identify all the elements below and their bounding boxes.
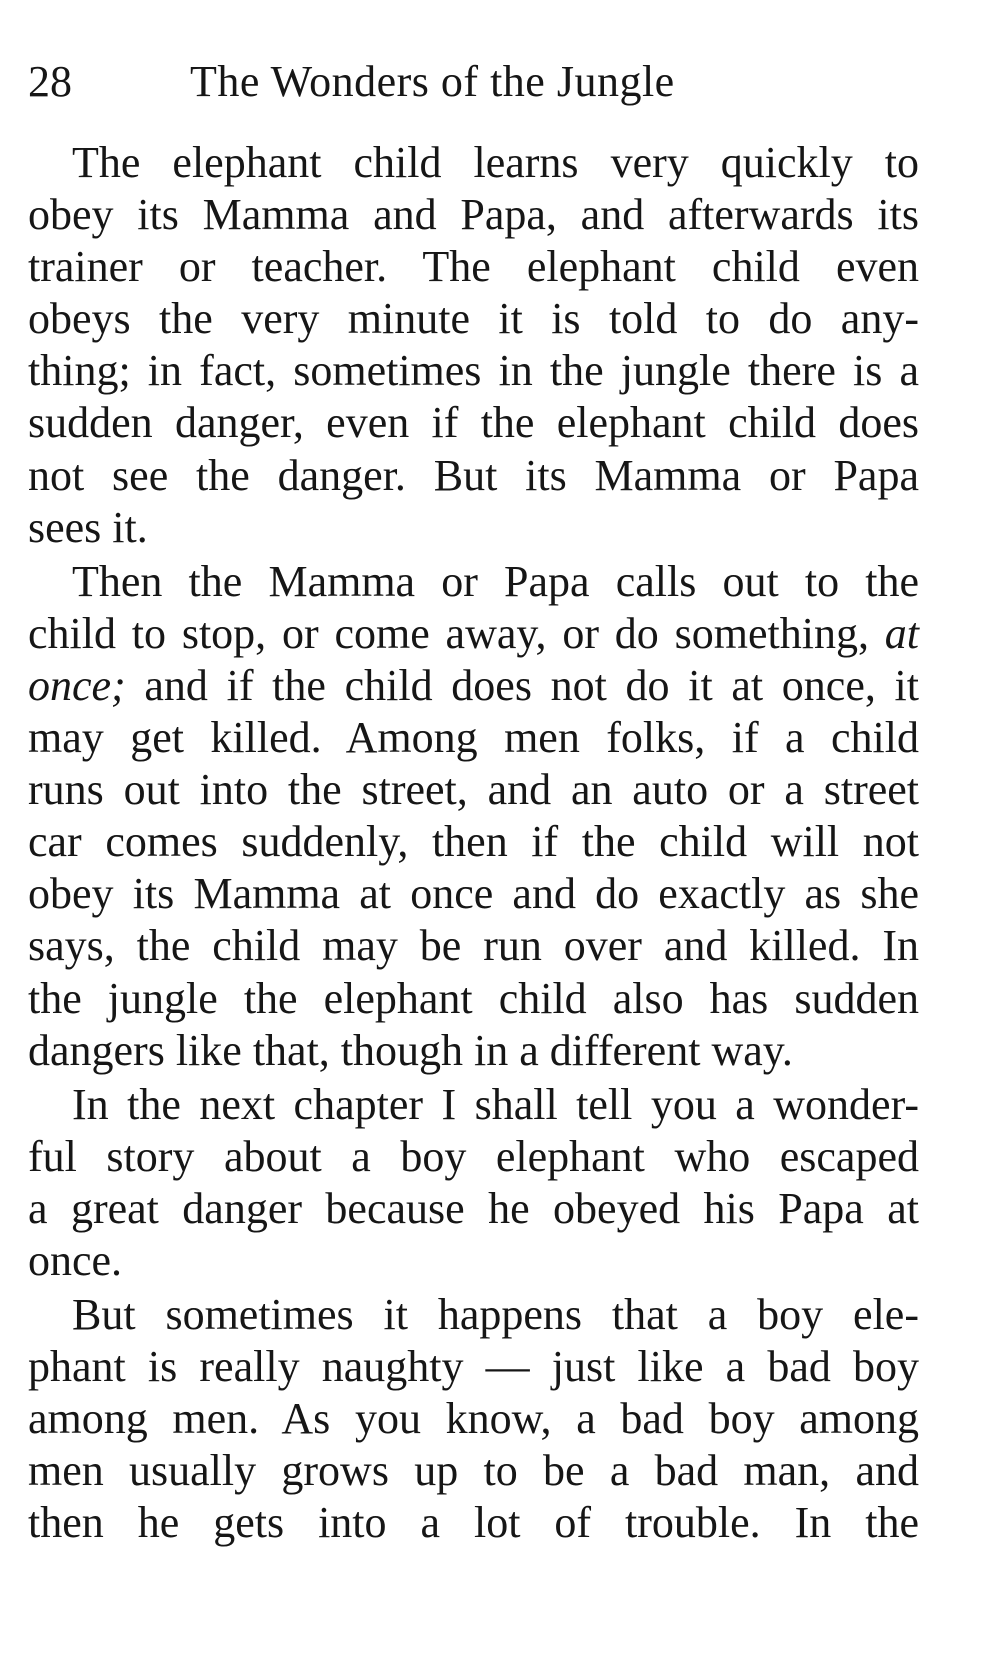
text-line: dangers like that, though in a different way.: [28, 1025, 793, 1075]
text-line: then he gets into a lot of trouble. In the: [28, 1498, 919, 1548]
text-line: phant is really naughty — just like a bad boy: [28, 1342, 919, 1392]
text-line: sees it.: [28, 502, 148, 552]
text-line: not see the danger. But its Mamma or Papa: [28, 450, 919, 500]
text-line: once.: [28, 1235, 123, 1285]
running-title: The Wonders of the Jungle: [190, 57, 675, 106]
text-line: obey its Mamma and Papa, and afterwards its: [28, 190, 919, 240]
page-number: 28: [28, 57, 72, 106]
text-line: the jungle the elephant child also has sudden: [28, 973, 919, 1023]
page-header: [28, 52, 928, 112]
text-line: ful story about a boy elephant who escaped: [28, 1131, 919, 1181]
text-line: men usually grows up to be a bad man, and: [28, 1446, 919, 1496]
paragraph-2: [28, 556, 919, 1077]
text-line: obey its Mamma at once and do exactly as she: [28, 869, 919, 919]
paragraph-3: [28, 1079, 919, 1287]
text-line: The elephant child learns very quickly to: [72, 138, 919, 187]
text-line: among men. As you know, a bad boy among: [28, 1394, 919, 1444]
body-text: [28, 137, 919, 1550]
text-run: and if the child does not do it at once, it: [144, 660, 919, 710]
text-line: sudden danger, even if the elephant child does: [28, 398, 919, 448]
text-line: a great danger because he obeyed his Papa at: [28, 1183, 919, 1233]
text-line: But sometimes it happens that a boy ele-: [72, 1290, 919, 1340]
text-line: trainer or teacher. The elephant child even: [28, 242, 919, 292]
text-line-mixed: [28, 608, 919, 660]
text-line: obeys the very minute it is told to do any-: [28, 294, 919, 344]
paragraph-1: [28, 137, 919, 554]
text-run: child to stop, or come away, or do something,: [28, 608, 869, 658]
italic-run: once;: [28, 660, 126, 710]
text-line: thing; in fact, sometimes in the jungle there is a: [28, 346, 919, 396]
text-line: In the next chapter I shall tell you a wonder-: [72, 1079, 919, 1129]
text-line: runs out into the street, and an auto or a street: [28, 765, 919, 815]
text-line-mixed: [28, 660, 919, 712]
text-line: car comes suddenly, then if the child will not: [28, 817, 919, 867]
text-line: says, the child may be run over and killed. In: [28, 921, 919, 971]
paragraph-4: [28, 1289, 919, 1549]
text-line: Then the Mamma or Papa calls out to the: [72, 556, 919, 606]
italic-run: at: [884, 608, 919, 658]
text-line: may get killed. Among men folks, if a child: [28, 713, 919, 763]
